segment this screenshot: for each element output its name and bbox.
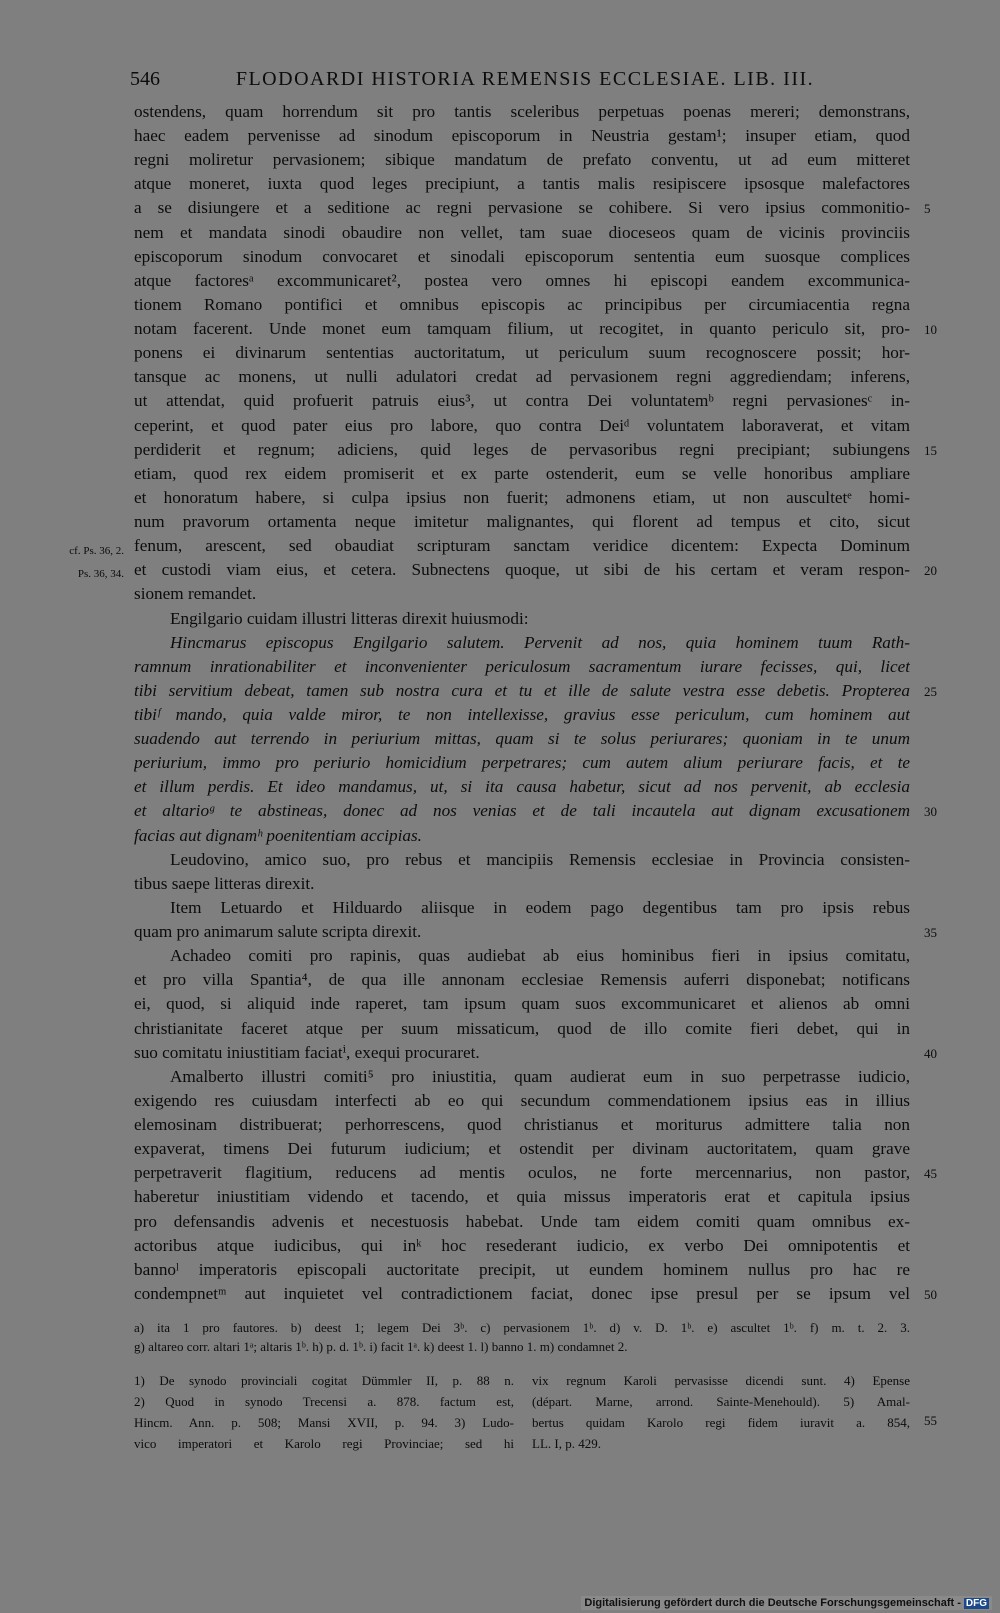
- notes-right-column: [532, 1371, 910, 1455]
- text-line: Amalberto illustri comiti⁵ pro iniustitia, quam audierat eum in suo perpetrasse iudicio,: [170, 1066, 910, 1086]
- text-line: pro defensandis advenis et necestuosis habebat. Unde tam eidem comiti quam omnibus ex-: [134, 1211, 910, 1231]
- margin-note: cf. Ps. 36, 2.: [69, 545, 124, 557]
- text-line: atque moneret, iuxta quod leges precipiunt, a tantis malis resipiscere ipsosque malefactores: [134, 174, 910, 194]
- text-line: regni moliretur pervasionem; sibique mandatum de prefato conventu, ut ad eum mitteret: [134, 150, 910, 170]
- text-line: tibus saepe litteras direxit.: [134, 873, 315, 893]
- text-line: et honoratum habere, si culpa ipsius non fuerit; admonens etiam, ut non auscultetᵉ homi-: [134, 487, 910, 507]
- line-number: 50: [924, 1286, 937, 1302]
- text-line: tibi servitium debeat, tamen sub nostra cura et tu et ille de salute vestra esse debetis. Propterea: [134, 680, 910, 700]
- text-line: ut attendat, quid profuerit patruis eius³, ut contra Dei voluntatemᵇ regni pervasionesᶜ in-: [134, 391, 910, 411]
- text-line: ei, quod, si aliquid inde raperet, tam ipsum quam suos excommunicaret et alienos ab omni: [134, 994, 910, 1014]
- text-line: ostendens, quam horrendum sit pro tantis sceleribus perpetuas poenas mereri; demonstrans,: [134, 102, 910, 121]
- footnote-line: bertus quidam Karolo regi fidem iuravit a. 854,: [532, 1415, 910, 1430]
- text-line: haberetur iniustitiam videndo et tacendo, et quia missus imperatoris erat et capitula ipsius: [134, 1187, 910, 1207]
- line-number: 45: [924, 1166, 937, 1182]
- text-line: perpetraverit flagitium, reducens ad mentis oculos, ne forte mercennarius, non pastor,: [134, 1163, 910, 1183]
- text-line: exigendo res cuiusdam interfecti ab eo qui secundum commendationem ipsius eas in illius: [134, 1090, 910, 1110]
- line-number: 5: [924, 201, 931, 217]
- notes-left-column: [134, 1371, 514, 1455]
- line-number: 10: [924, 322, 937, 338]
- line-number: 55: [924, 1413, 937, 1428]
- line-number: 35: [924, 925, 937, 941]
- text-line: a se disiungere et a seditione ac regni pervasione se cohibere. Si vero ipsius commonitio-: [134, 198, 910, 218]
- text-line: et custodi viam eius, et cetera. Subnectens quoque, ut sibi de his certam et veram respon-: [134, 560, 910, 580]
- page-number: 546: [130, 68, 160, 90]
- text-line: etiam, quod rex eidem promiserit et ex parte ostenderit, eum se velle honoribus ampliare: [134, 463, 910, 483]
- text-line: bannoˡ imperatoris episcopali auctoritate precipit, ut eundem hominem nullus pro hac re: [134, 1259, 910, 1279]
- line-number: 20: [924, 563, 937, 579]
- text-line: suo comitatu iniustitiam faciatⁱ, exequi procuraret.: [134, 1042, 480, 1062]
- text-line: ponens ei divinarum sententias auctoritatum, ut periculum suum recognoscere possit; hor-: [134, 343, 910, 363]
- text-line: episcoporum sinodum convocaret et sinodali episcoporum sententia eum suosque complices: [134, 246, 910, 266]
- text-line: haec eadem pervenisse ad sinodum episcoporum in Neustria gestam¹; insuper etiam, quod: [134, 126, 910, 146]
- text-line: et pro villa Spantia⁴, de qua ille annonam ecclesiae Remensis auferri disponebat; notificans: [134, 970, 910, 990]
- line-number: 40: [924, 1045, 937, 1061]
- apparatus-line: a) ita 1 pro fautores. b) deest 1; legem Dei 3ᵇ. c) pervasionem 1ᵇ. d) v. D. 1ᵇ. e) ascultet 1ᵇ. f) m. t. 2. 3.: [134, 1320, 910, 1335]
- text-line: christianitate faceret atque per suum missaticum, quod de illo comite fieri debet, qui in: [134, 1018, 910, 1038]
- footnote-line: 2) Quod in synodo Trecensi a. 878. factum est,: [134, 1394, 514, 1409]
- text-line: Engilgario cuidam illustri litteras direxit huiusmodi:: [170, 608, 529, 628]
- text-line: et altarioᵍ te abstineas, donec ad nos venias et de tali incautela aut dignam excusationem: [134, 801, 910, 821]
- text-line: et illum perdis. Et ideo mandamus, ut, si ita causa habetur, sicut ad nos pervenit, ab ecclesia: [134, 777, 910, 797]
- footnote-line: (départ. Marne, arrond. Sainte-Menehould). 5) Amal-: [532, 1394, 910, 1409]
- text-line: num pravorum ortamenta neque imitetur malignantes, qui florent ad tempus et cito, sicut: [134, 512, 910, 532]
- line-number: 30: [924, 804, 937, 820]
- text-line: nem et mandata sinodi obaudire non vellet, tam suae dioceseos quam de vicinis provinciis: [134, 222, 910, 242]
- text-line: notam facerent. Unde monet eum tamquam filium, ut recogitet, in quanto periculo sit, pro-: [134, 319, 910, 339]
- text-line: quam pro animarum salute scripta direxit.: [134, 922, 422, 942]
- text-line: actoribus atque iudicibus, qui inᵏ hoc resederant iudicio, ex verbo Dei omnipotentis et: [134, 1235, 910, 1255]
- text-line: periurium, immo pro periurio homicidium perpetrares; cum autem alium periurare facis, et te: [134, 753, 910, 773]
- text-line: atque factoresᵃ excommunicaret², postea vero omnes hi episcopi eandem excommunica-: [134, 270, 910, 290]
- text-line: Leudovino, amico suo, pro rebus et mancipiis Remensis ecclesiae in Provincia consisten-: [170, 849, 910, 869]
- dfg-logo: DFG: [965, 1598, 987, 1609]
- footnote-line: vico imperatori et Karolo regi Provinciae; sed hi: [134, 1436, 514, 1451]
- credit-footer: [581, 1596, 992, 1610]
- footnote-line: 1) De synodo provinciali cogitat Dümmler II, p. 88 n.: [134, 1373, 514, 1388]
- text-line: condempnetᵐ aut inquietet vel contradictionem faciat, donec ipse presul per se ipsum vel: [134, 1283, 910, 1303]
- margin-note: Ps. 36, 34.: [77, 568, 124, 580]
- text-line: Item Letuardo et Hilduardo aliisque in eodem pago degentibus tam pro ipsis rebus: [170, 897, 910, 917]
- footnote-line: Hincm. Ann. p. 508; Mansi XVII, p. 94. 3) Ludo-: [134, 1415, 514, 1430]
- credit-text: Digitalisierung gefördert durch die Deutsche Forschungsgemeinschaft -: [584, 1597, 961, 1609]
- text-line: expaverat, timens Dei futurum iudicium; et ostendit per divinam auctoritatem, quam grave: [134, 1139, 910, 1159]
- text-line: ceperint, et quod pater eius pro labore, quo contra Deiᵈ voluntatem laboraverat, et vitam: [134, 415, 910, 435]
- text-line: tansque ac monens, ut nulli adulatori credat ad pervasionem regni aggrediendam; inferens,: [134, 367, 910, 387]
- footnote-line: vix regnum Karoli pervasisse dicendi sunt. 4) Epense: [532, 1373, 910, 1388]
- line-number: 25: [924, 683, 937, 699]
- running-title: FLODOARDI HISTORIA REMENSIS ECCLESIAE. LIB. III.: [235, 68, 815, 90]
- text-line: suadendo aut terrendo in periurium mittas, quam si te solus periurares; quoniam in te unum: [134, 729, 910, 749]
- text-line: Achadeo comiti pro rapinis, quas audiebat ab eius hominibus fieri in ipsius comitatu,: [170, 946, 910, 966]
- apparatus-line: g) altareo corr. altari 1ᵃ; altaris 1ᵇ. h) p. d. 1ᵇ. i) facit 1ᵃ. k) deest 1. l) banno 1. m) condamnet 2.: [134, 1339, 628, 1354]
- text-line: sionem remandet.: [134, 584, 257, 604]
- text-line: perdiderit et regnum; adiciens, quid leges de pervasoribus regni precipiant; subiungens: [134, 439, 910, 459]
- line-number: 15: [924, 442, 937, 458]
- text-line: ramnum inrationabiliter et inconvenienter periculosum sacramentum iurare fecisses, qui, licet: [134, 656, 910, 676]
- text-line: elemosinam distribuerat; perhorrescens, quod christianus et moriturus admittere talia non: [134, 1115, 910, 1135]
- text-line: Hincmarus episcopus Engilgario salutem. Pervenit ad nos, quia hominem tuum Rath-: [170, 632, 910, 652]
- text-line: fenum, arescent, sed obaudiat scripturam sanctam veridice dicentem: Expecta Dominum: [134, 536, 910, 556]
- text-line: tionem Romano pontifici et omnibus episcopis ac principibus per circumiacentia regna: [134, 294, 910, 314]
- page-header: [130, 68, 920, 98]
- text-line: tibiᶠ mando, quia valde miror, te non intellexisse, gravius esse periculum, cum hominem aut: [134, 705, 910, 724]
- footnote-line: LL. I, p. 429.: [532, 1436, 601, 1451]
- text-line: facias aut dignamʰ poenitentiam accipias.: [134, 825, 422, 845]
